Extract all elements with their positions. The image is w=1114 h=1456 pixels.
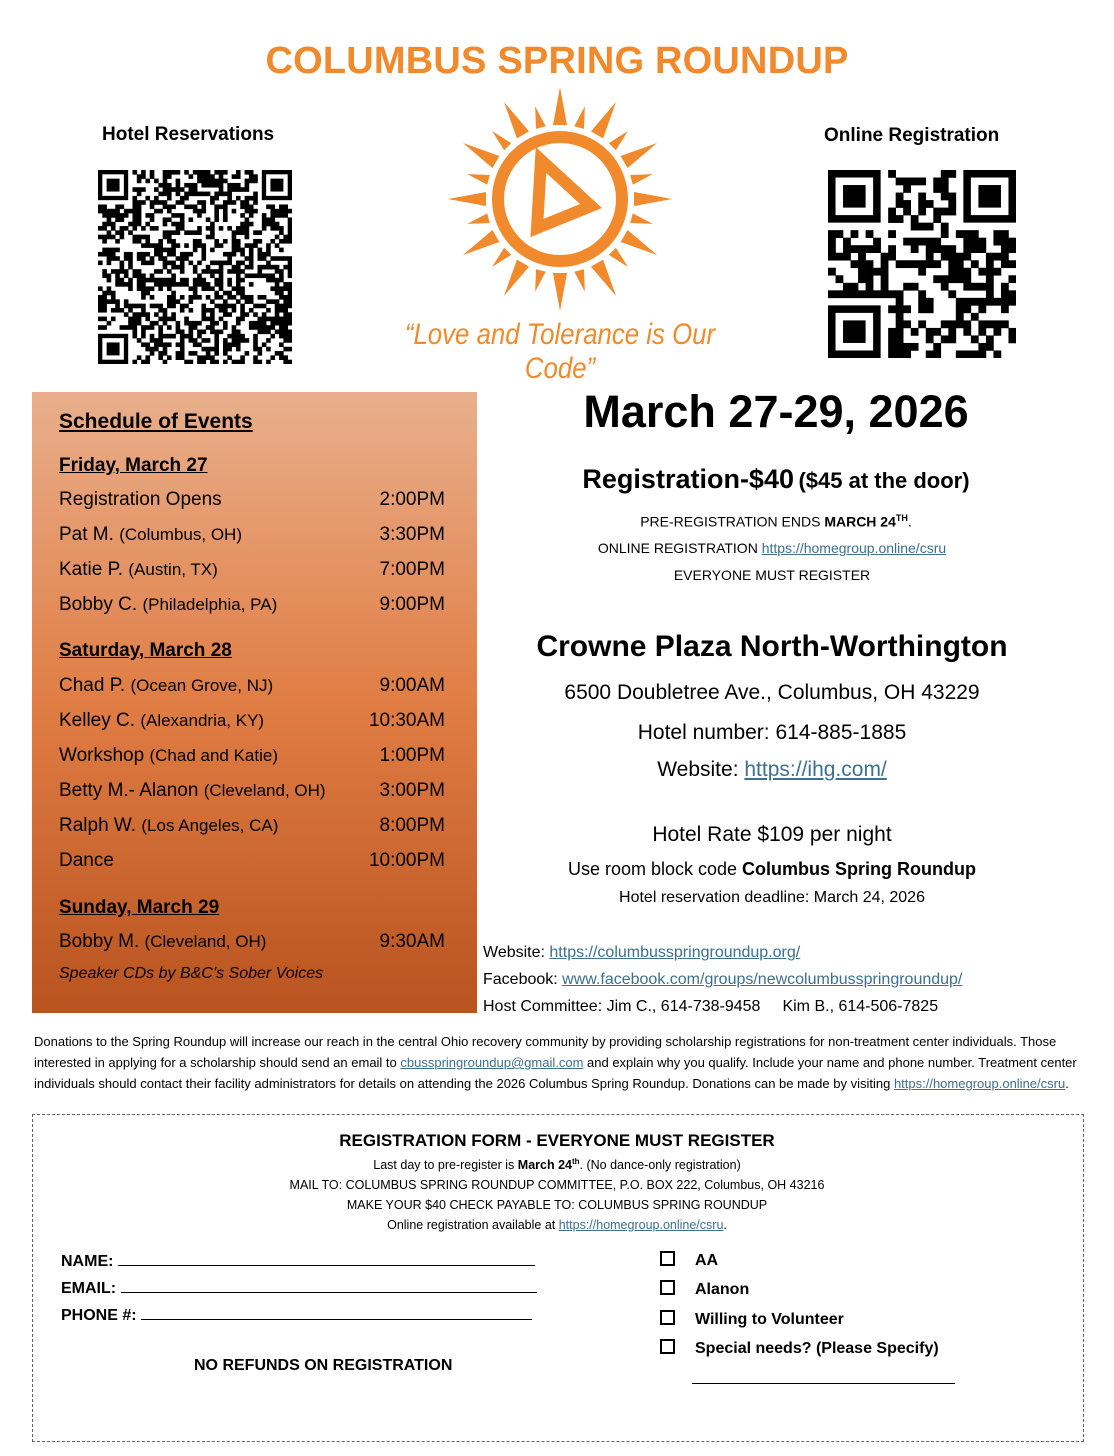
sun-ray (463, 143, 499, 168)
sun-ray (463, 230, 499, 255)
checkbox-icon[interactable] (660, 1339, 675, 1354)
sun-ray (467, 213, 490, 224)
sun-ray (504, 260, 529, 296)
name-field[interactable] (118, 1251, 535, 1266)
form-mail-to: MAIL TO: COLUMBUS SPRING ROUNDUP COMMITTEE, P.O. BOX 222, Columbus, OH 43216 (289, 1178, 825, 1192)
checkbox-icon[interactable] (660, 1310, 675, 1325)
sun-ray (553, 87, 567, 125)
sun-ray (492, 131, 511, 150)
day-heading-sunday: Sunday, March 29 (59, 897, 220, 918)
hotel-reservations-label: Hotel Reservations (102, 124, 275, 145)
phone-field-row: PHONE #: (61, 1305, 532, 1325)
room-block-code: Use room block code Columbus Spring Roundup (567, 859, 977, 879)
form-preregister-deadline: Last day to pre-register is March 24th. (No dance-only registration) (373, 1157, 741, 1173)
special-needs-field[interactable] (692, 1383, 955, 1384)
sun-ray (504, 102, 529, 138)
sun-ray (609, 131, 628, 150)
preregistration-deadline: PRE-REGISTRATION ENDS MARCH 24TH. (640, 513, 912, 530)
schedule-panel: Schedule of Events Friday, March 27 Registration Opens 2:00PM Pat M. (Columbus, OH) 3:30PM Katie P. (Austin, TX) 7:00PM Bobby C. (Philadelphia, PA) 9:00PM Saturday, March 28 Chad P. (Ocean Grove, NJ) 9:00AM Kelley C. (Alexandria, KY) 10:30AM Workshop (Chad and Katie) 1:00PM Betty M.- Alanon (Cleveland, OH) 3:00PM Ralph W. (Los Angeles, CA) 8:00PM Dance 10:00PM Sunday, March 29 Bobby M. (Cleveland, OH) 9:30AM Speaker CDs by B&C’s Sober Voices (32, 392, 477, 1013)
name-field-row: NAME: (61, 1251, 535, 1271)
online-registration-line: ONLINE REGISTRATION https://homegroup.online/csru (597, 540, 947, 556)
form-online-registration-link[interactable]: https://homegroup.online/csru (558, 1218, 724, 1232)
sun-ray (467, 174, 490, 185)
email-field-row: EMAIL: (61, 1278, 537, 1298)
sun-logo-icon (445, 84, 675, 314)
sun-ray (630, 213, 653, 224)
scholarship-email-link[interactable]: cbusspringroundup@gmail.com (400, 1055, 584, 1070)
host-committee: Host Committee: Jim C., 614-738-9458 Kim B., 614-506-7825 (483, 998, 939, 1015)
hotel-reservation-deadline: Hotel reservation deadline: March 24, 2026 (619, 889, 925, 906)
sun-ray (553, 273, 567, 311)
page-title: COLUMBUS SPRING ROUNDUP (265, 40, 849, 82)
facebook-group: Facebook: www.facebook.com/groups/newcolumbusspringroundup/ (483, 971, 963, 988)
tagline: “Love and Tolerance is Our Code” (404, 318, 716, 385)
hotel-rate: Hotel Rate $109 per night (652, 823, 892, 846)
day-heading-saturday: Saturday, March 28 (59, 640, 232, 661)
schedule-heading: Schedule of Events (59, 410, 253, 433)
sun-ray (591, 102, 616, 138)
day-heading-friday: Friday, March 27 (59, 455, 208, 476)
checkbox-willing-to-volunteer[interactable]: Willing to Volunteer (660, 1310, 844, 1329)
phone-field[interactable] (141, 1305, 532, 1320)
checkbox-icon[interactable] (660, 1251, 675, 1266)
sun-ray (630, 174, 653, 185)
no-refunds-notice: NO REFUNDS ON REGISTRATION (194, 1357, 453, 1374)
hotel-phone: Hotel number: 614-885-1885 (637, 721, 907, 744)
hotel-website: Website: https://ihg.com/ (657, 758, 887, 781)
form-check-payable: MAKE YOUR $40 CHECK PAYABLE TO: COLUMBUS SPRING ROUNDUP (346, 1198, 768, 1212)
sun-ray (448, 192, 486, 206)
sun-ray (591, 260, 616, 296)
online-registration-label: Online Registration (824, 125, 1000, 146)
sun-ray (634, 192, 672, 206)
roundup-website: Website: https://columbusspringroundup.org/ (483, 944, 801, 961)
form-online-registration: Online registration available at https://homegroup.online/csru. (387, 1218, 727, 1232)
sun-ray (492, 248, 511, 267)
sun-ray (535, 269, 546, 292)
sun-ray (574, 106, 585, 129)
checkbox-special-needs[interactable]: Special needs? (Please Specify) (660, 1339, 939, 1358)
sun-ray (574, 269, 585, 292)
online-registration-qr-code[interactable] (828, 170, 1016, 358)
sun-ray (609, 248, 628, 267)
sun-ray (535, 106, 546, 129)
donations-link[interactable]: https://homegroup.online/csru (893, 1076, 1066, 1091)
checkbox-alanon[interactable]: Alanon (660, 1280, 749, 1299)
event-dates: March 27-29, 2026 (583, 386, 969, 437)
checkbox-aa[interactable]: AA (660, 1251, 718, 1270)
checkbox-icon[interactable] (660, 1280, 675, 1295)
hotel-name: Crowne Plaza North-Worthington (536, 630, 1008, 663)
facebook-group-link[interactable]: www.facebook.com/groups/newcolumbusspringroundup/ (562, 971, 963, 988)
hotel-reservations-qr-code[interactable] (98, 170, 292, 364)
form-title: REGISTRATION FORM - EVERYONE MUST REGISTER (339, 1131, 775, 1150)
online-registration-link[interactable]: https://homegroup.online/csru (761, 540, 947, 556)
sun-ray (621, 230, 657, 255)
hotel-website-link[interactable]: https://ihg.com/ (744, 758, 887, 781)
email-field[interactable] (121, 1278, 537, 1293)
speaker-cds-note: Speaker CDs by B&C’s Sober Voices (59, 965, 324, 982)
sun-ray (621, 143, 657, 168)
registration-price: Registration-$40 ($45 at the door) (582, 464, 970, 494)
everyone-must-register: EVERYONE MUST REGISTER (673, 567, 871, 583)
roundup-website-link[interactable]: https://columbusspringroundup.org/ (549, 944, 801, 961)
hotel-address: 6500 Doubletree Ave., Columbus, OH 43229 (564, 681, 980, 704)
donations-paragraph: Donations to the Spring Roundup will increase our reach in the central Ohio recovery community by providing scholarship registrations for non-treatment center individuals. Those interested in applying for a scholarship should send an email to cbusspringroundup@gmail.com and explain why you qualify. Include your name and phone number. Treatment center individuals should contact their facility administrators for details on attending the 2026 Columbus Spring Roundup. Donations can be made by visiting https://homegroup.online/csru. (34, 1034, 1077, 1091)
